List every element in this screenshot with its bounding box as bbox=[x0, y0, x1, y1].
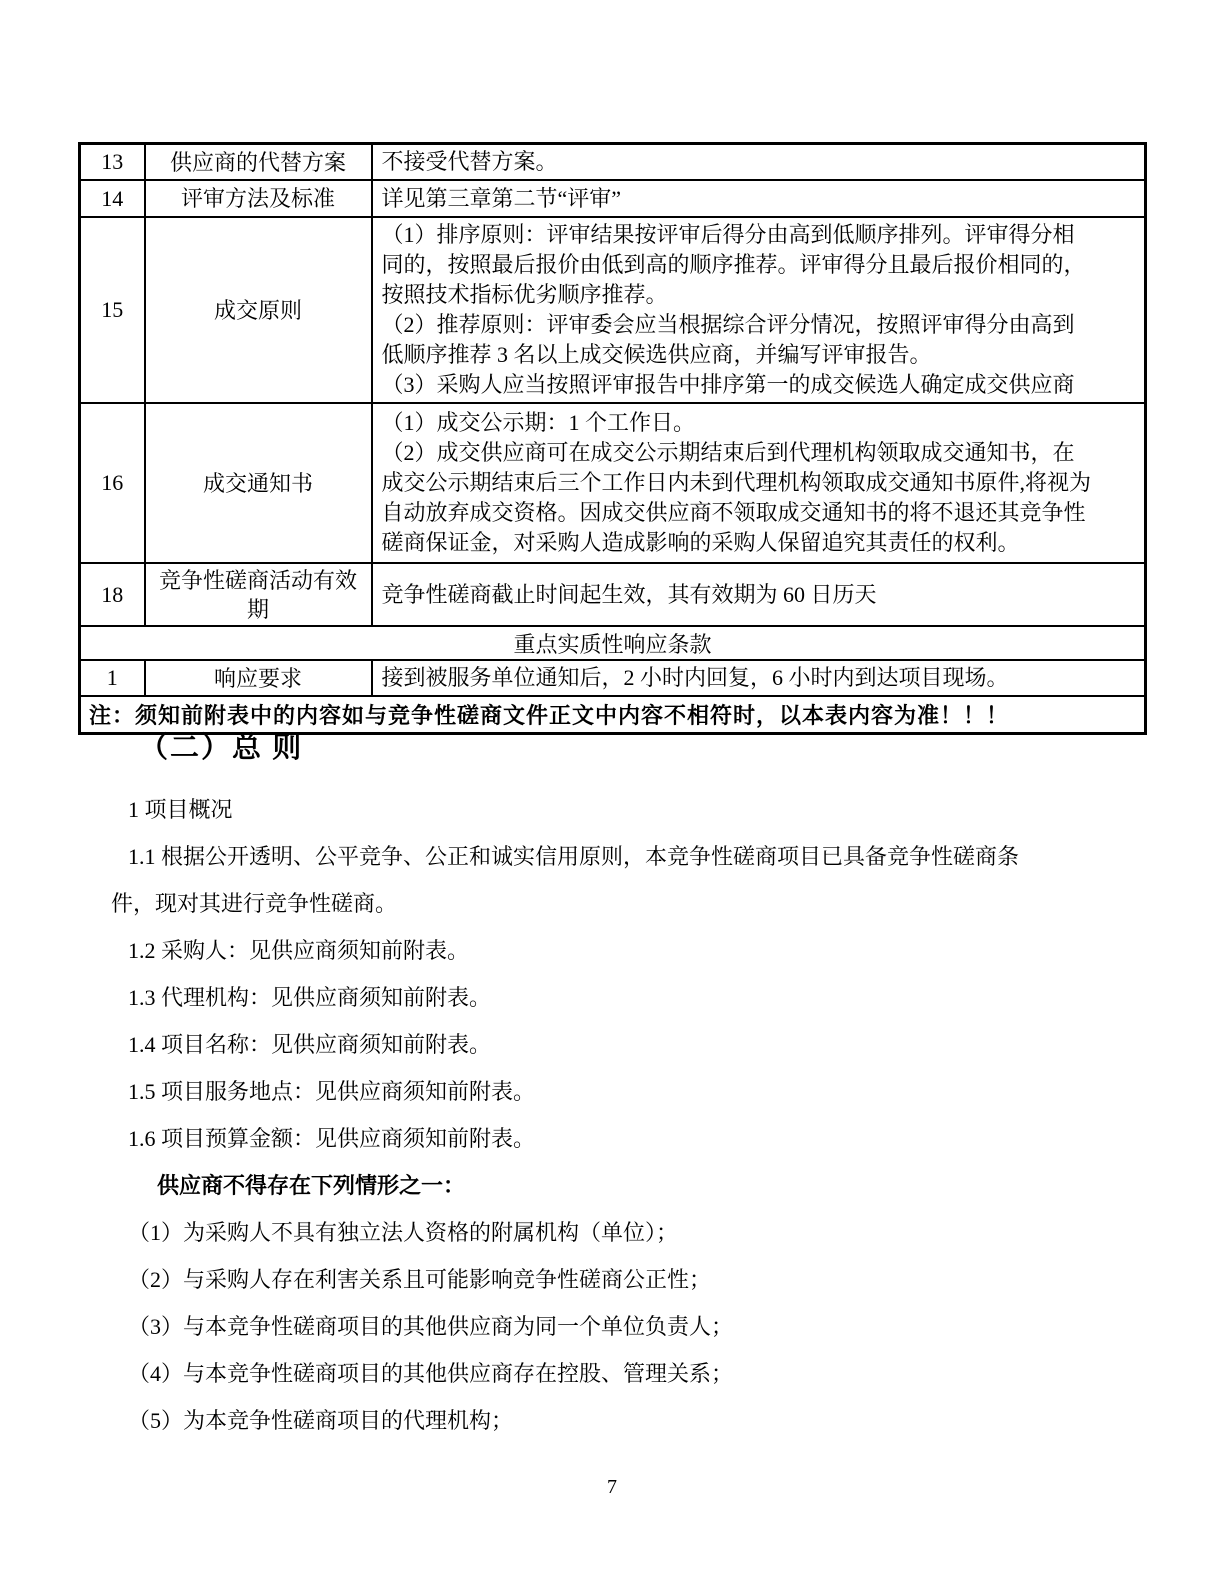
row-content bbox=[372, 144, 1146, 181]
row-content bbox=[372, 217, 1146, 403]
row-label: 成交原则 bbox=[145, 217, 372, 403]
table-row bbox=[80, 217, 1146, 403]
paragraph-1-6: 1.6 项目预算金额：见供应商须知前附表。 bbox=[128, 1126, 536, 1151]
supplier-notice-table bbox=[78, 142, 1147, 735]
row-number: 13 bbox=[80, 144, 145, 181]
content-paragraph: 详见第三章第二节“评审” bbox=[381, 185, 622, 211]
prohibited-item: （5）为本竞争性磋商项目的代理机构； bbox=[128, 1408, 514, 1433]
section-general-provisions bbox=[111, 730, 1112, 1444]
row-number: 15 bbox=[80, 217, 145, 403]
paragraph-1-3: 1.3 代理机构：见供应商须知前附表。 bbox=[128, 985, 492, 1010]
table-row bbox=[80, 660, 1146, 696]
row-label: 竞争性磋商活动有效期 bbox=[145, 563, 372, 626]
section-heading: （二）总 则 bbox=[139, 732, 304, 764]
table-row bbox=[80, 403, 1146, 563]
content-paragraph: （1）成交公示期：1 个工作日。 bbox=[381, 410, 696, 435]
table-section-header: 重点实质性响应条款 bbox=[80, 626, 1146, 660]
supplier-prohibited-heading: 供应商不得存在下列情形之一： bbox=[157, 1173, 466, 1198]
row-number: 1 bbox=[80, 660, 145, 696]
paragraph-1-5: 1.5 项目服务地点：见供应商须知前附表。 bbox=[128, 1079, 536, 1104]
row-label: 供应商的代替方案 bbox=[145, 144, 372, 181]
content-paragraph: （2）推荐原则：评审委会应当根据综合评分情况，按照评审得分由高到低顺序推荐 3 名以上成交候选供应商，并编写评审报告。 bbox=[381, 312, 1075, 367]
paragraph-project-overview: 1 项目概况 bbox=[128, 797, 233, 822]
table-note-row bbox=[80, 696, 1146, 734]
paragraph-1-4: 1.4 项目名称：见供应商须知前附表。 bbox=[128, 1032, 492, 1057]
row-number: 14 bbox=[80, 180, 145, 217]
row-label: 成交通知书 bbox=[145, 403, 372, 563]
row-number: 16 bbox=[80, 403, 145, 563]
paragraph-1-1: 1.1 根据公开透明、公平竞争、公正和诚实信用原则，本竞争性磋商项目已具备竞争性磋商条件，现对其进行竞争性磋商。 bbox=[111, 844, 1020, 916]
row-label: 响应要求 bbox=[145, 660, 372, 696]
content-paragraph: （1）排序原则：评审结果按评审后得分由高到低顺序排列。评审得分相同的，按照最后报价由低到高的顺序推荐。评审得分且最后报价相同的，按照技术指标优劣顺序推荐。 bbox=[381, 222, 1086, 307]
prohibited-item: （2）与采购人存在利害关系且可能影响竞争性磋商公正性； bbox=[128, 1267, 712, 1292]
content-paragraph: 不接受代替方案。 bbox=[381, 149, 558, 174]
row-number: 18 bbox=[80, 563, 145, 626]
content-paragraph: 竞争性磋商截止时间起生效，其有效期为 60 日历天 bbox=[381, 581, 877, 607]
row-content bbox=[372, 660, 1146, 696]
prohibited-item: （3）与本竞争性磋商项目的其他供应商为同一个单位负责人； bbox=[128, 1314, 734, 1339]
table-row bbox=[80, 180, 1146, 217]
page-number: 7 bbox=[607, 1476, 617, 1498]
prohibited-item: （4）与本竞争性磋商项目的其他供应商存在控股、管理关系； bbox=[128, 1361, 734, 1386]
row-content bbox=[372, 563, 1146, 626]
prohibited-item: （1）为采购人不具有独立法人资格的附属机构（单位）； bbox=[128, 1220, 679, 1245]
row-label: 评审方法及标准 bbox=[145, 180, 372, 217]
content-paragraph: （2）成交供应商可在成交公示期结束后到代理机构领取成交通知书，在成交公示期结束后三个工作日内未到代理机构领取成交通知书原件,将视为自动放弃成交资格。因成交供应商不领取成交通知书的将不退还其竞争性磋商保证金，对采购人造成影响的采购人保留追究其责任的权利。 bbox=[381, 440, 1092, 555]
table-note: 注：须知前附表中的内容如与竞争性磋商文件正文中内容不相符时，以本表内容为准！！！ bbox=[80, 696, 1146, 734]
table-row bbox=[80, 563, 1146, 626]
row-content bbox=[372, 403, 1146, 563]
table-section-header-row bbox=[80, 626, 1146, 660]
table-row bbox=[80, 144, 1146, 181]
content-paragraph: 接到被服务单位通知后，2 小时内回复，6 小时内到达项目现场。 bbox=[381, 665, 1009, 690]
row-content bbox=[372, 180, 1146, 217]
content-paragraph: （3）采购人应当按照评审报告中排序第一的成交候选人确定成交供应商 bbox=[381, 372, 1075, 397]
paragraph-1-2: 1.2 采购人：见供应商须知前附表。 bbox=[128, 938, 470, 963]
